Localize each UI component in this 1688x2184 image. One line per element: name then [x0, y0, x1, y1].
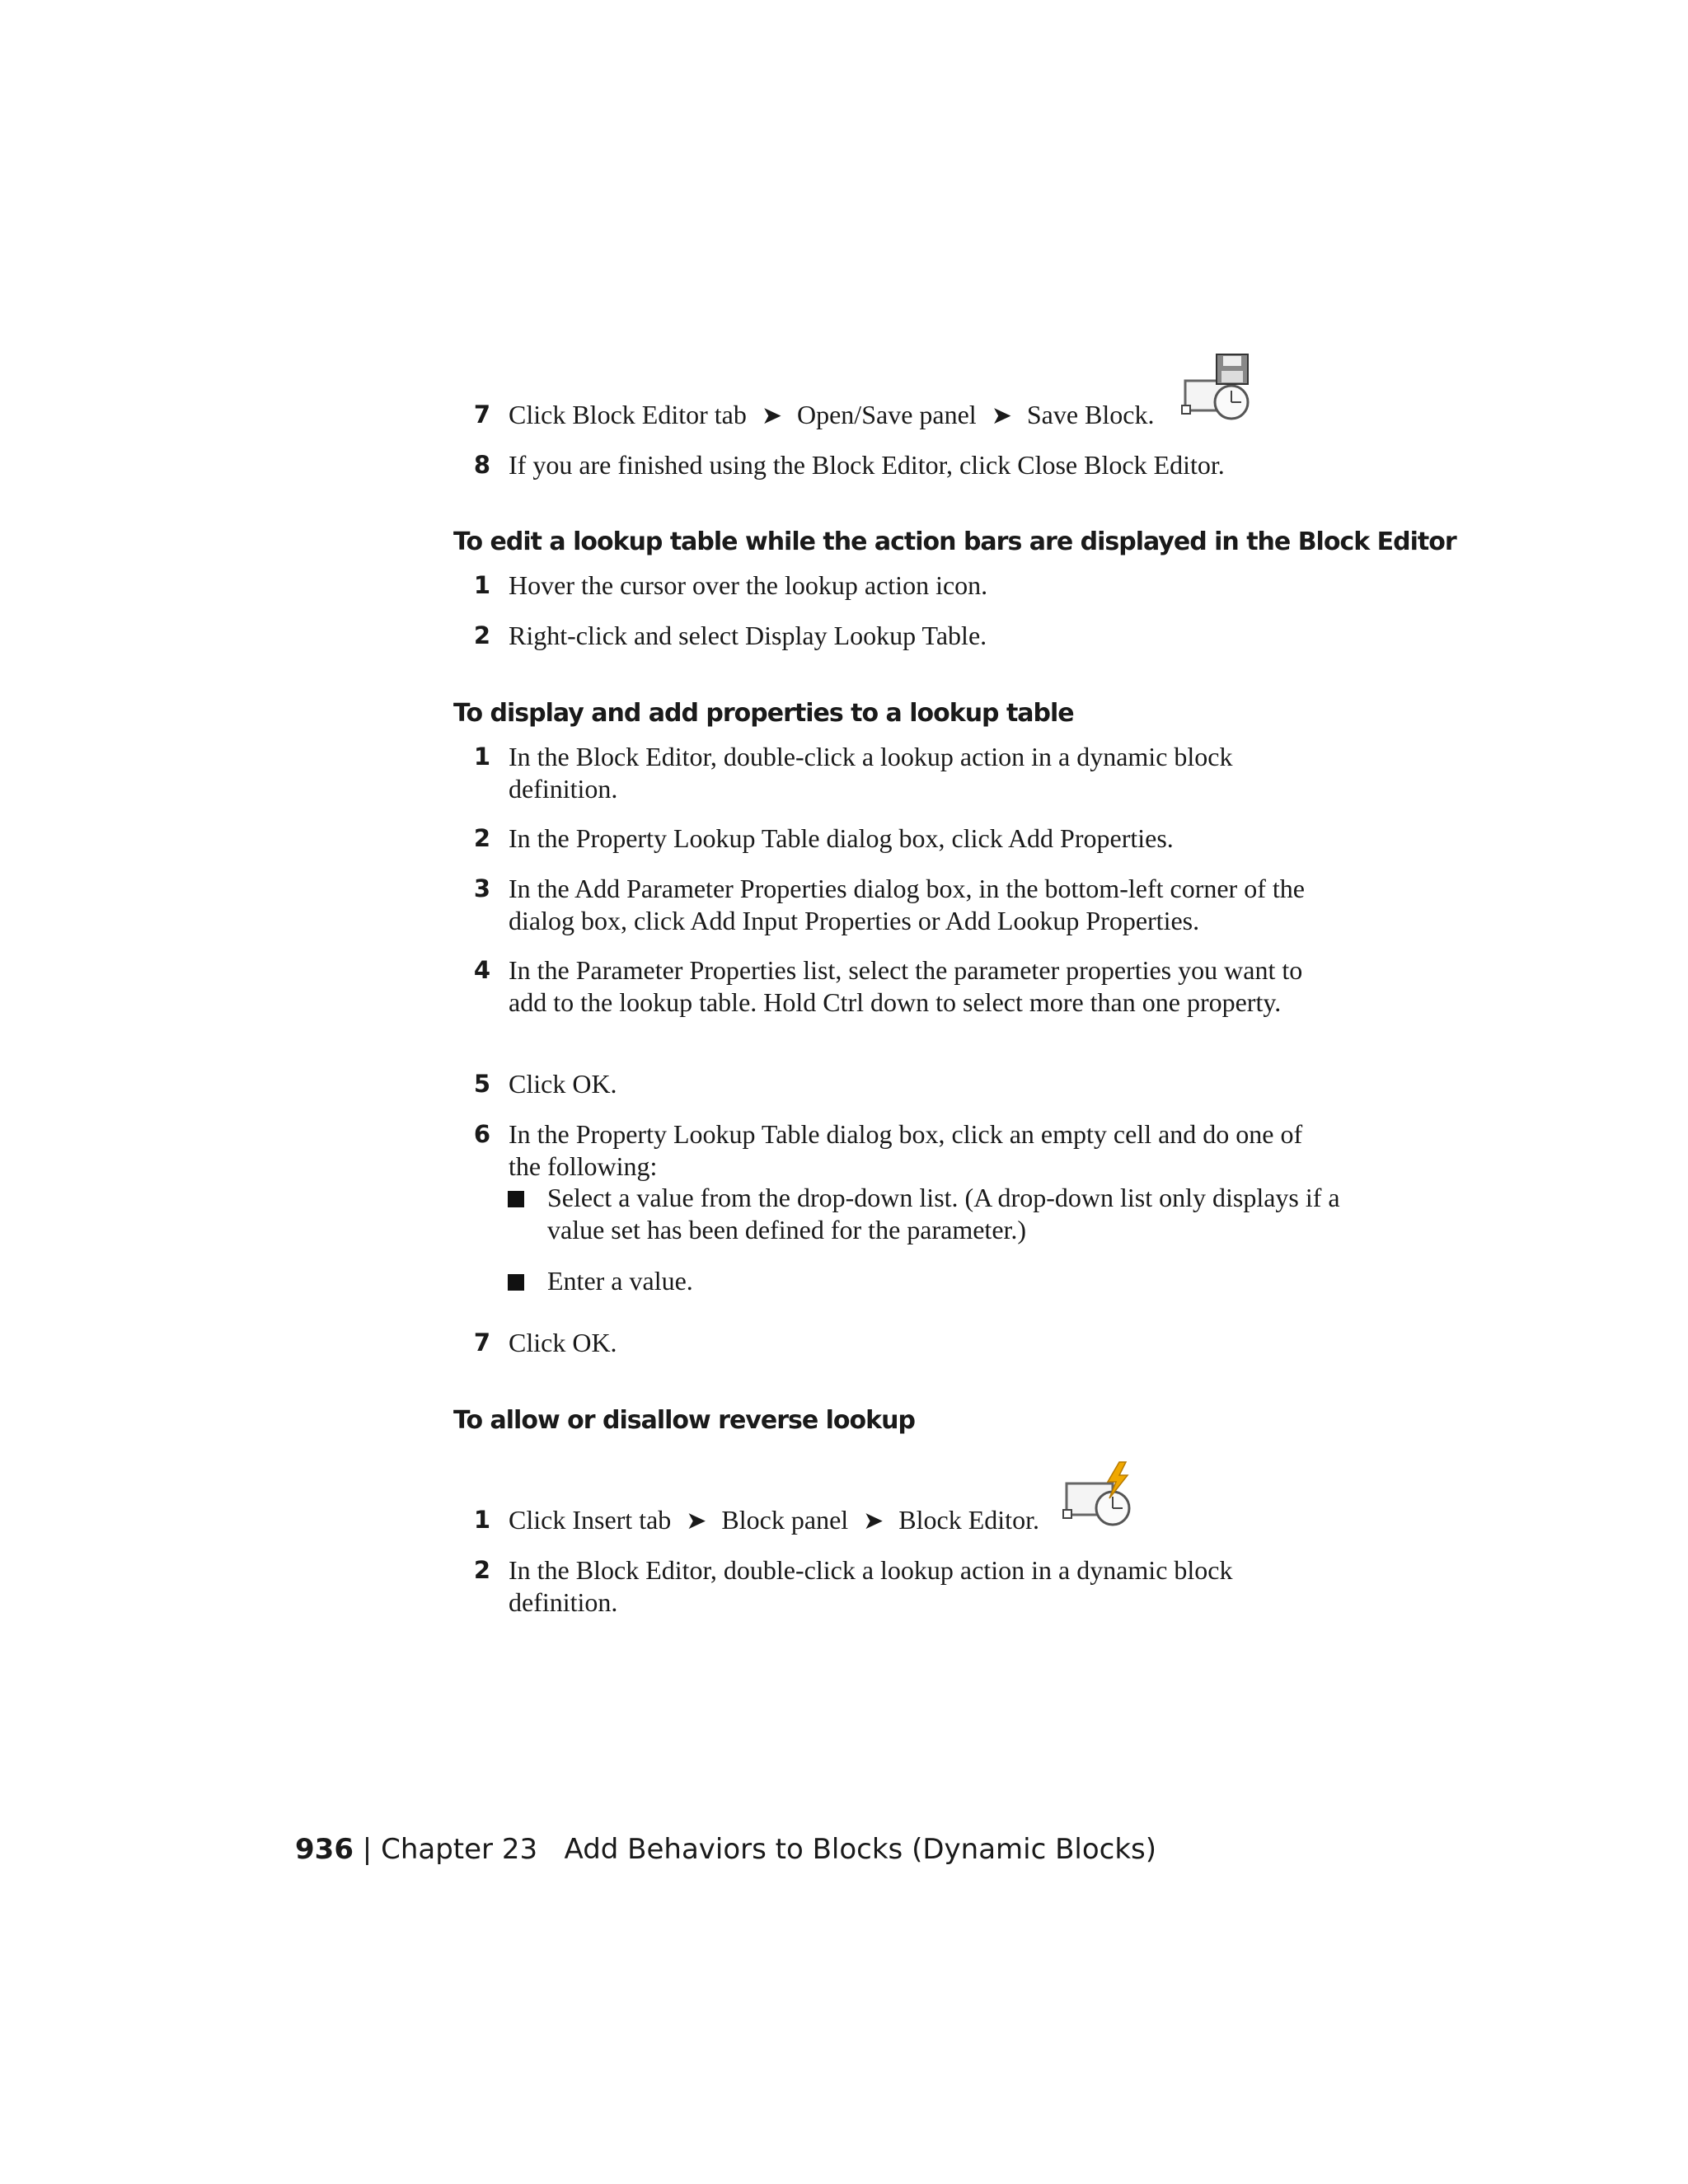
step-text-part2: Block panel [721, 1505, 849, 1535]
step-number: 2 [473, 824, 490, 852]
step-number: 6 [473, 1120, 490, 1148]
step-text-part3: Save Block. [1026, 400, 1155, 429]
list-item [466, 954, 1339, 1051]
step-text-part1: Click Insert tab [509, 1505, 672, 1535]
step-text-part3: Block Editor. [898, 1505, 1039, 1535]
bullet-item [508, 1182, 1340, 1246]
bullet-text: Enter a value. [547, 1266, 693, 1296]
list-item [466, 1327, 1339, 1360]
list-item [466, 569, 1339, 602]
footer-separator: | [362, 1833, 373, 1866]
chapter-label: Chapter 23 [381, 1833, 538, 1866]
block-editor-icon [1062, 1460, 1137, 1530]
arrow-icon: ➤ [686, 1507, 707, 1535]
list-item [466, 1118, 1339, 1183]
step-text: In the Block Editor, double-click a lookup action in a dynamic block definition. [509, 742, 1233, 804]
chapter-title: Add Behaviors to Blocks (Dynamic Blocks) [564, 1833, 1157, 1866]
step-text: In the Block Editor, double-click a lookup action in a dynamic block definition. [509, 1555, 1233, 1617]
step-number: 5 [473, 1070, 490, 1098]
step-text: Click OK. [509, 1328, 617, 1357]
list-item [466, 1554, 1339, 1619]
list-item [466, 741, 1339, 805]
save-block-icon [1180, 353, 1254, 424]
list-item [466, 620, 1339, 653]
step-number: 2 [473, 621, 490, 649]
step-text: Click OK. [509, 1069, 617, 1099]
step-number: 7 [473, 1329, 490, 1357]
section-heading: To display and add properties to a lookup table [453, 699, 1074, 728]
step-number: 1 [473, 1506, 490, 1534]
step-1-block-editor [466, 1504, 1339, 1537]
step-text: In the Property Lookup Table dialog box, click an empty cell and do one of the following: [509, 1119, 1303, 1181]
page-footer [295, 1833, 1156, 1866]
step-text: Hover the cursor over the lookup action icon. [509, 570, 988, 600]
step-text: In the Parameter Properties list, select the parameter properties you want to add to the lookup table. Hold Ctrl down to select more than one property. [509, 955, 1303, 1017]
section-heading: To allow or disallow reverse lookup [453, 1406, 915, 1435]
step-text: Right-click and select Display Lookup Table. [509, 621, 987, 650]
step-text-part2: Open/Save panel [796, 400, 977, 429]
list-item [466, 1068, 1339, 1101]
step-number: 8 [473, 451, 490, 479]
step-text: If you are finished using the Block Editor, click Close Block Editor. [509, 450, 1225, 480]
step-text-part1: Click Block Editor tab [509, 400, 747, 429]
step-text: In the Add Parameter Properties dialog box, in the bottom-left corner of the dialog box, click Add Input Properties or Add Lookup Properties. [509, 874, 1305, 935]
bullet-text: Select a value from the drop-down list. (A drop-down list only displays if a value set has been defined for the parameter.) [547, 1183, 1340, 1244]
list-item [466, 873, 1339, 937]
section-heading: To edit a lookup table while the action bars are displayed in the Block Editor [453, 527, 1456, 556]
step-number: 3 [473, 874, 490, 902]
arrow-icon: ➤ [761, 402, 782, 429]
page-number: 936 [295, 1833, 354, 1866]
step-number: 1 [473, 743, 490, 771]
arrow-icon: ➤ [863, 1507, 884, 1535]
bullet-square-icon [508, 1274, 524, 1291]
list-item [466, 823, 1339, 855]
step-8-close-editor [466, 449, 1339, 482]
step-number: 1 [473, 571, 490, 599]
arrow-icon: ➤ [991, 402, 1012, 429]
bullet-item [508, 1265, 1340, 1298]
bullet-square-icon [508, 1191, 524, 1207]
step-number: 4 [473, 956, 490, 984]
step-text: In the Property Lookup Table dialog box, click Add Properties. [509, 823, 1174, 853]
step-number: 7 [473, 401, 490, 429]
step-number: 2 [473, 1556, 490, 1584]
